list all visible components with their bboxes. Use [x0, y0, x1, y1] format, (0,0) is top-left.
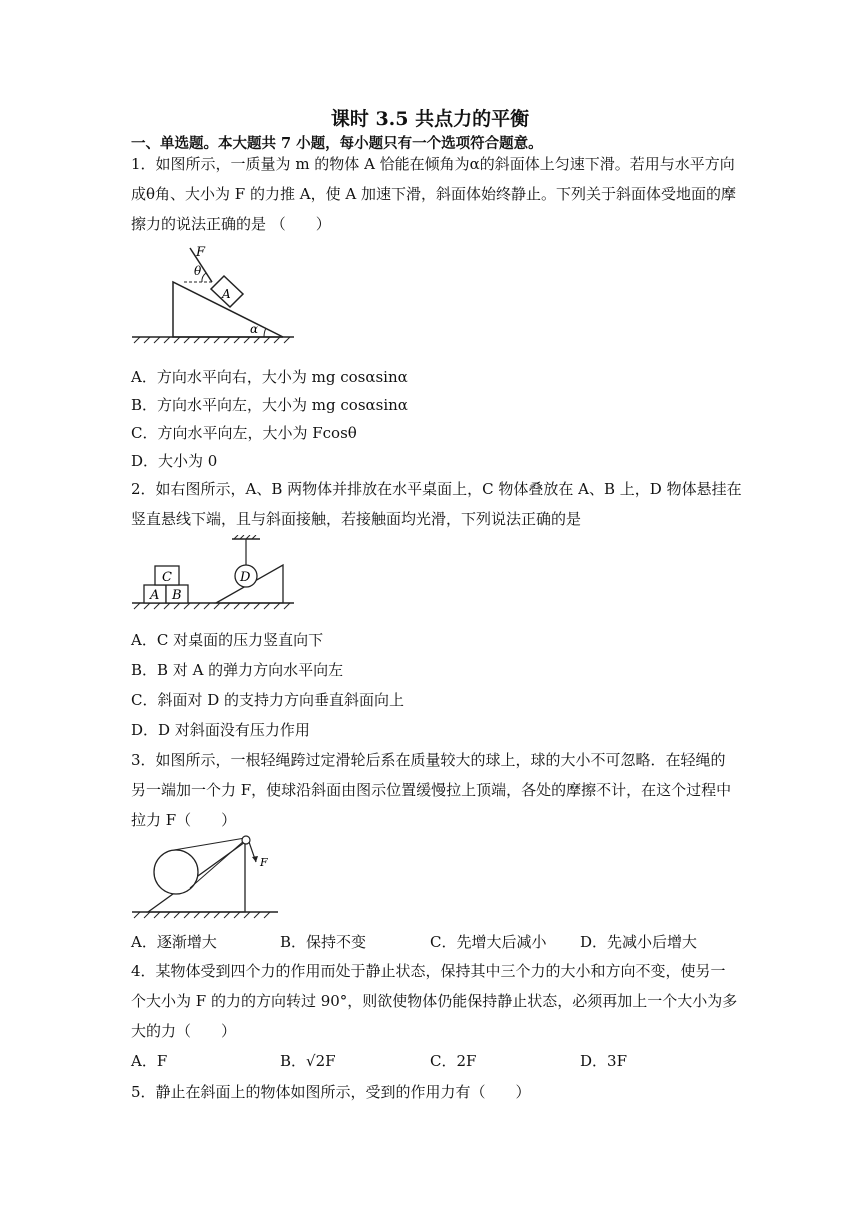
q4-option-d: D．3F — [580, 1052, 627, 1070]
q2-option-b: B．B 对 A 的弹力方向水平向左 — [131, 661, 344, 679]
q2-label-C: C — [162, 570, 172, 585]
q1-label-A: A — [222, 287, 231, 301]
q2-line-2: 竖直悬线下端，且与斜面接触，若接触面均光滑，下列说法正确的是 — [131, 510, 582, 528]
q4-option-b: B．√2F — [280, 1052, 336, 1070]
q1-line-2: 成θ角、大小为 F 的力推 A，使 A 加速下滑，斜面体始终静止。下列关于斜面体受地面的摩 — [131, 185, 736, 203]
q2-option-c: C．斜面对 D 的支持力方向垂直斜面向上 — [131, 691, 405, 709]
q2-option-a: A．C 对桌面的压力竖直向下 — [131, 631, 324, 649]
page-title: 课时 3.5 共点力的平衡 — [330, 108, 530, 130]
q1-option-c: C．方向水平向左，大小为 Fcosθ — [131, 424, 357, 442]
q3-option-a: A．逐渐增大 — [131, 933, 217, 951]
q3-option-d: D．先减小后增大 — [580, 933, 698, 951]
section-heading: 一、单选题。本大题共 7 小题，每小题只有一个选项符合题意。 — [131, 135, 543, 152]
q1-option-b: B．方向水平向左，大小为 mg cosαsinα — [131, 396, 408, 414]
q1-line-1: 1．如图所示，一质量为 m 的物体 A 恰能在倾角为α的斜面体上匀速下滑。若用与水平方向 — [131, 155, 735, 173]
q1-option-a: A．方向水平向右，大小为 mg cosαsinα — [131, 368, 408, 386]
q4-option-c: C．2F — [430, 1052, 477, 1070]
q3-option-c: C．先增大后减小 — [430, 933, 547, 951]
q2-label-B: B — [172, 588, 182, 603]
q3-label-F: F — [260, 856, 268, 869]
q1-label-alpha: α — [250, 322, 259, 336]
q2-label-D: D — [240, 570, 251, 585]
q2-line-1: 2．如右图所示，A、B 两物体并排放在水平桌面上，C 物体叠放在 A、B 上，D 物体悬挂在 — [131, 480, 742, 498]
q4-line-3: 大的力（ ） — [131, 1022, 237, 1040]
q3-option-b: B．保持不变 — [280, 933, 367, 951]
q1-label-F: F — [196, 245, 206, 260]
q3-figure-pulley — [128, 830, 288, 922]
q4-line-2: 个大小为 F 的力的方向转过 90°，则欲使物体仍能保持静止状态，必须再加上一个大小为多 — [131, 992, 738, 1010]
q4-option-a: A．F — [131, 1052, 168, 1070]
q2-figure-blocks — [128, 535, 298, 617]
q1-option-d: D．大小为 0 — [131, 452, 218, 470]
q3-line-1: 3．如图所示，一根轻绳跨过定滑轮后系在质量较大的球上，球的大小不可忽略．在轻绳的 — [131, 751, 726, 769]
q3-line-3: 拉力 F（ ） — [131, 811, 237, 829]
q5-line-1: 5．静止在斜面上的物体如图所示，受到的作用力有（ ） — [131, 1083, 531, 1101]
q1-line-3: 擦力的说法正确的是 （ ） — [131, 215, 331, 233]
q1-figure-incline — [128, 242, 298, 347]
q2-option-d: D．D 对斜面没有压力作用 — [131, 721, 310, 739]
q1-label-theta: θ — [194, 264, 202, 278]
q2-label-A: A — [150, 588, 160, 603]
q3-line-2: 另一端加一个力 F，使球沿斜面由图示位置缓慢拉上顶端，各处的摩擦不计，在这个过程中 — [131, 781, 732, 799]
q4-line-1: 4．某物体受到四个力的作用而处于静止状态，保持其中三个力的大小和方向不变，使另一 — [131, 962, 726, 980]
